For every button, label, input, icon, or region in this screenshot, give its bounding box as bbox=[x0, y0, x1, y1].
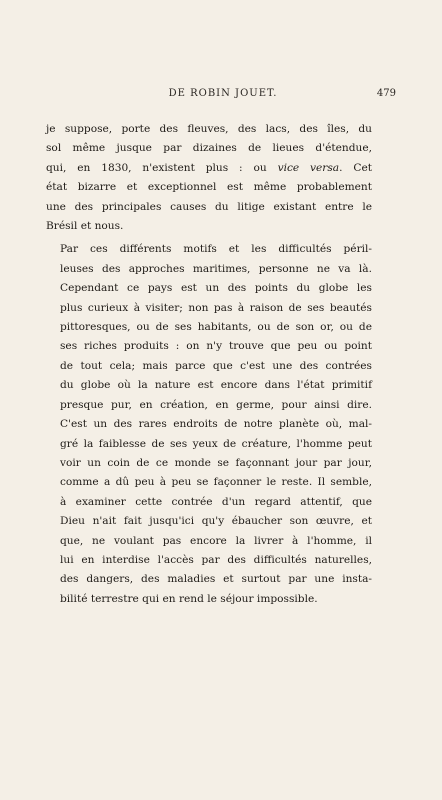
italic-phrase: vice versa bbox=[277, 161, 340, 174]
text-line: état bizarre et exceptionnel est même probablement bbox=[46, 181, 372, 194]
page-header bbox=[44, 88, 402, 104]
text-line: Dieu n'ait fait jusqu'ici qu'y ébaucher son œuvre, et bbox=[60, 515, 372, 528]
text-line: voir un coin de ce monde se façonnant jour par jour, bbox=[60, 456, 372, 469]
body-text bbox=[46, 120, 372, 609]
paragraph bbox=[46, 240, 372, 609]
text-line: à examiner cette contrée d'un regard attentif, que bbox=[60, 495, 372, 508]
text-line: des dangers, des maladies et surtout par une insta- bbox=[60, 573, 372, 586]
text-line: que, ne voulant pas encore la livrer à l'homme, il bbox=[60, 534, 372, 547]
text-line: de tout cela; mais parce que c'est une des contrées bbox=[60, 359, 372, 372]
text-line: C'est un des rares endroits de notre planète où, mal- bbox=[60, 418, 372, 431]
text-line: ses riches produits : on n'y trouve que peu ou point bbox=[60, 340, 372, 353]
text-line: gré la faiblesse de ses yeux de créature, l'homme peut bbox=[60, 437, 372, 450]
paragraph bbox=[46, 120, 372, 236]
text-line: Brésil et nous. bbox=[46, 220, 124, 233]
text-line: lui en interdise l'accès par des difficultés naturelles, bbox=[60, 553, 372, 566]
text-line: sol même jusque par dizaines de lieues d'étendue, bbox=[46, 142, 372, 155]
text-line: bilité terrestre qui en rend le séjour impossible. bbox=[60, 592, 318, 605]
text-line: comme a dû peu à peu se façonner le reste. Il semble, bbox=[60, 476, 372, 489]
text-line: pittoresques, ou de ses habitants, ou de son or, ou de bbox=[60, 321, 372, 334]
text-line: Par ces différents motifs et les difficultés péril- bbox=[60, 243, 372, 256]
page-number: 479 bbox=[376, 88, 396, 99]
text-line: qui, en 1830, n'existent plus : ou vice versa. Cet bbox=[46, 161, 372, 174]
text-line: presque pur, en création, en germe, pour ainsi dire. bbox=[60, 398, 372, 411]
text-line: leuses des approches maritimes, personne ne va là. bbox=[60, 262, 372, 275]
text-line: Cependant ce pays est un des points du globe les bbox=[60, 282, 372, 295]
text-line: du globe où la nature est encore dans l'état primitif bbox=[60, 379, 372, 392]
text-line: une des principales causes du litige existant entre le bbox=[46, 200, 372, 213]
text-line: plus curieux à visiter; non pas à raison de ses beautés bbox=[60, 301, 372, 314]
running-title: DE ROBIN JOUET. bbox=[168, 88, 278, 99]
text-line: je suppose, porte des fleuves, des lacs, des îles, du bbox=[46, 123, 372, 135]
